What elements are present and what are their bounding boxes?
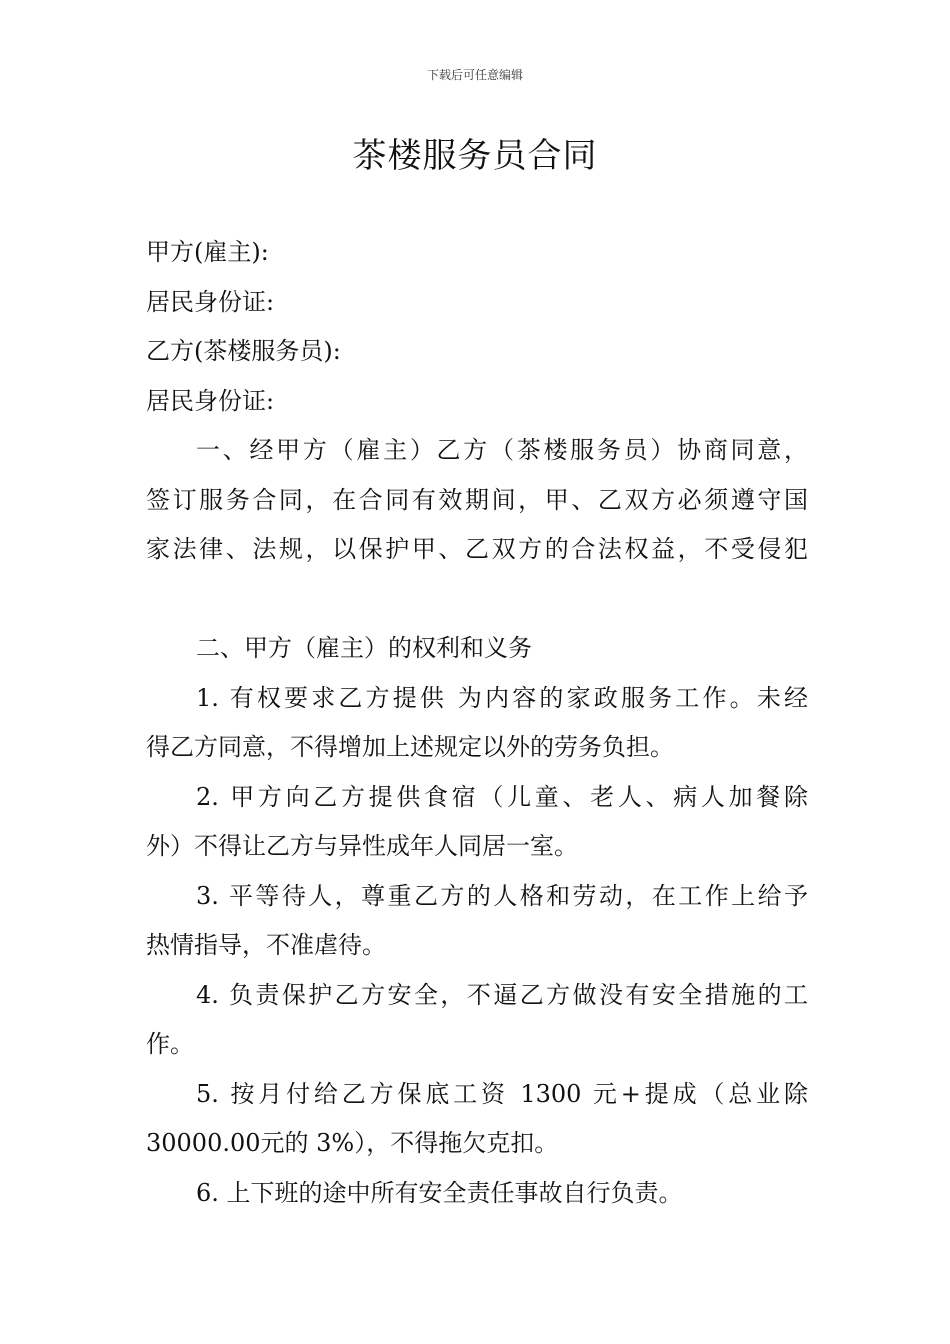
section1-line: 家法律、法规，以保护甲、乙双方的合法权益，不受侵犯 — [146, 535, 808, 563]
party-b-label: 乙方(茶楼服务员): — [146, 337, 341, 365]
party-a-id-label: 居民身份证: — [146, 287, 275, 316]
clause-3-line: 热情指导，不准虐待。 — [146, 931, 386, 959]
clause-1-line: 1. 有权要求乙方提供 为内容的家政服务工作。未经 — [196, 683, 808, 712]
clause-3-line: 3. 平等待人，尊重乙方的人格和劳动，在工作上给予 — [196, 881, 808, 910]
document-title: 茶楼服务员合同 — [352, 136, 598, 176]
paragraph-spacer — [146, 575, 808, 625]
party-a-label: 甲方(雇主): — [146, 238, 269, 266]
clause-5-line: 30000.00元的 3%），不得拖欠克扣。 — [146, 1129, 559, 1157]
clause-2-line: 2. 甲方向乙方提供食宿（儿童、老人、病人加餐除 — [196, 782, 808, 811]
contract-body — [146, 228, 808, 1218]
section1-line: 一、经甲方（雇主）乙方（茶楼服务员）协商同意， — [196, 436, 808, 464]
party-b-id-label: 居民身份证: — [146, 386, 275, 415]
section2-heading: 二、甲方（雇主）的权利和义务 — [196, 634, 532, 662]
clause-6-line: 6. 上下班的途中所有安全责任事故自行负责。 — [196, 1178, 683, 1207]
clause-1-line: 得乙方同意，不得增加上述规定以外的劳务负担。 — [146, 733, 674, 761]
clause-4-line: 4. 负责保护乙方安全，不逼乙方做没有安全措施的工 — [196, 980, 808, 1009]
header-note: 下载后可任意编辑 — [426, 68, 523, 82]
section1-line: 签订服务合同，在合同有效期间，甲、乙双方必须遵守国 — [146, 485, 808, 514]
clause-4-line: 作。 — [146, 1030, 194, 1058]
clause-5-line: 5. 按月付给乙方保底工资 1300 元+提成（总业除 — [196, 1079, 808, 1108]
clause-2-line: 外）不得让乙方与异性成年人同居一室。 — [146, 832, 578, 860]
